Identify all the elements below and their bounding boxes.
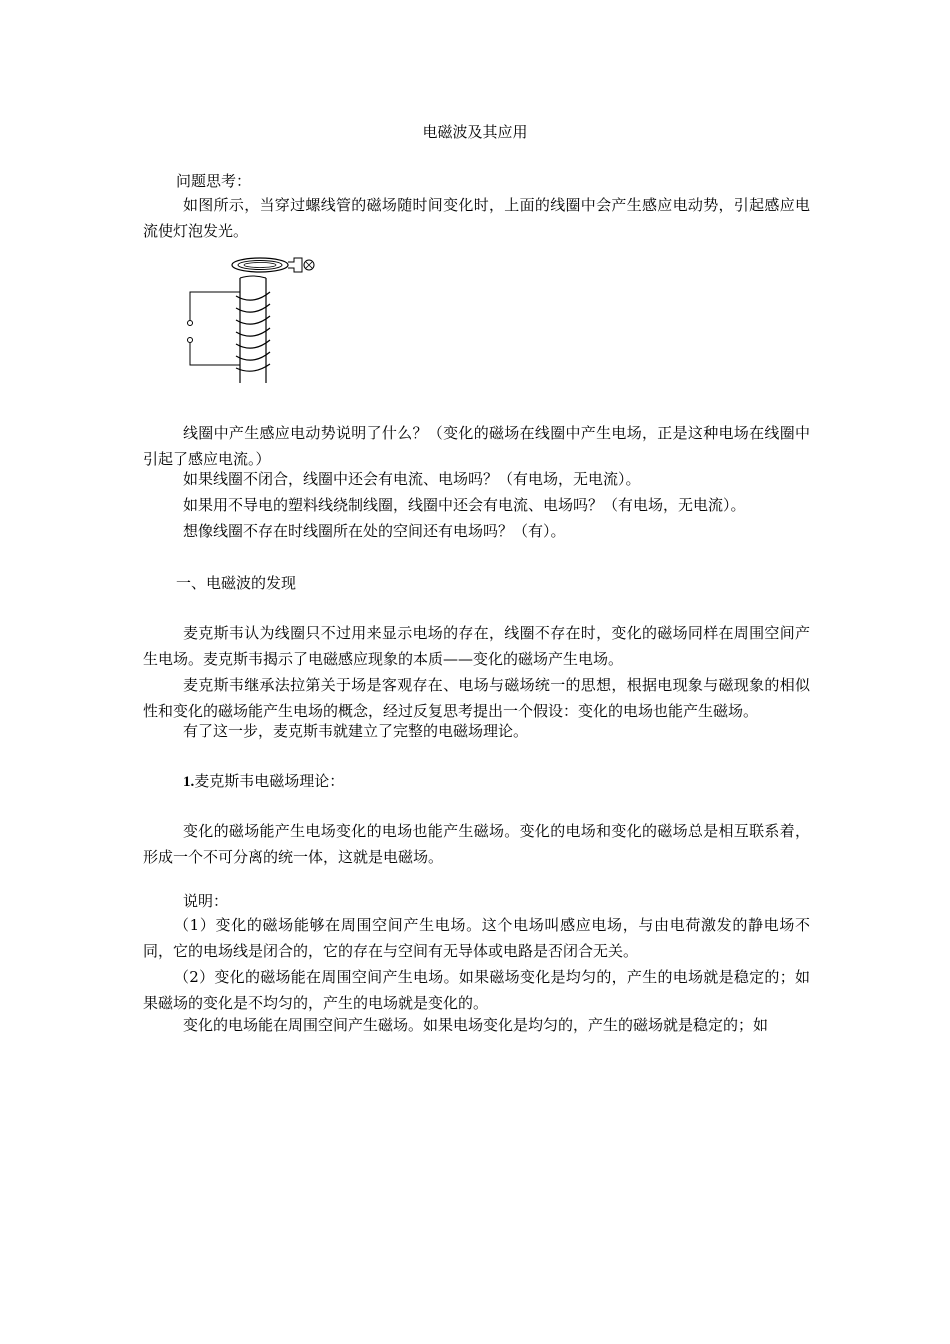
note-3: 变化的电场能在周围空间产生磁场。如果电场变化是均匀的，产生的磁场就是稳定的；如 xyxy=(183,1016,769,1034)
theory-title: 麦克斯韦电磁场理论： xyxy=(194,772,345,790)
section1-paragraph-1: 麦克斯韦认为线圈只不过用来显示电场的存在，线圈不存在时，变化的磁场同样在周围空间产生电场。麦克斯韦揭示了电磁感应现象的本质——变化的磁场产生电场。 xyxy=(143,624,810,668)
intro-paragraph: 如图所示，当穿过螺线管的磁场随时间变化时，上面的线圈中会产生感应电动势，引起感应电流使灯泡发光。 xyxy=(143,196,810,240)
question-4: 想像线圈不存在时线圈所在处的空间还有电场吗？（有）。 xyxy=(183,522,566,540)
notes-label: 说明： xyxy=(183,892,229,910)
top-coil-inner xyxy=(238,261,282,270)
note-1: （1）变化的磁场能够在周围空间产生电场。这个电场叫感应电场，与由电荷激发的静电场不同，它的电场线是闭合的，它的存在与空间有无导体或电路是否闭合无关。 xyxy=(143,916,810,960)
theory-number: 1. xyxy=(183,774,195,790)
lamp-filament xyxy=(306,262,312,268)
note-2: （2）变化的磁场能在周围空间产生电场。如果磁场变化是均匀的，产生的电场就是稳定的；如果磁场的变化是不均匀的，产生的电场就是变化的。 xyxy=(143,968,810,1012)
theory-paragraph: 变化的磁场能产生电场变化的电场也能产生磁场。变化的电场和变化的磁场总是相互联系着，形成一个不可分离的统一体，这就是电磁场。 xyxy=(143,822,810,866)
lamp-leads xyxy=(288,258,302,272)
section-heading-discovery: 一、电磁波的发现 xyxy=(176,574,297,592)
section1-paragraph-3: 有了这一步，麦克斯韦就建立了完整的电磁场理论。 xyxy=(183,722,529,740)
page-title: 电磁波及其应用 xyxy=(422,123,528,141)
solenoid-windings xyxy=(236,292,270,371)
wire-bottom xyxy=(190,343,240,365)
solenoid-top xyxy=(240,276,266,278)
question-2: 如果线圈不闭合，线圈中还会有电流、电场吗？（有电场，无电流）。 xyxy=(183,470,641,488)
theory-heading xyxy=(183,770,344,793)
section1-paragraph-2: 麦克斯韦继承法拉第关于场是客观存在、电场与磁场统一的思想，根据电现象与磁现象的相似性和变化的磁场能产生电场的概念，经过反复思考提出一个假设：变化的电场也能产生磁场。 xyxy=(143,676,810,720)
terminal-top xyxy=(188,321,193,326)
question-3: 如果用不导电的塑料线绕制线圈，线圈中还会有电流、电场吗？（有电场，无电流）。 xyxy=(183,496,746,514)
solenoid-coil-lamp-figure xyxy=(182,250,322,390)
wire-top xyxy=(190,292,240,320)
top-coil-core xyxy=(244,263,276,268)
question-1: 线圈中产生感应电动势说明了什么？（变化的磁场在线圈中产生电场，正是这种电场在线圈中引起了感应电流。） xyxy=(143,424,810,468)
terminal-bottom xyxy=(188,338,193,343)
intro-label: 问题思考： xyxy=(176,172,252,190)
